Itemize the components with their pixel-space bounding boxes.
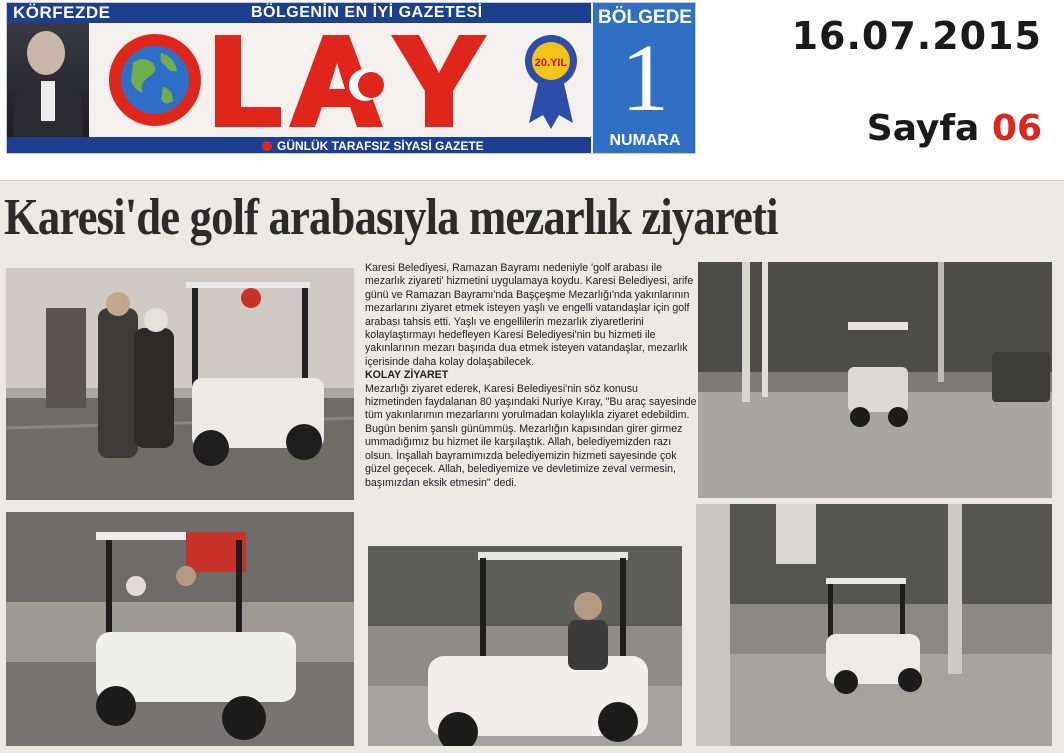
photo-cart-tall-trees: [696, 504, 1052, 746]
page-number: [867, 108, 1042, 150]
red-dot-icon: [262, 141, 272, 151]
article-subheading: KOLAY ZİYARET: [365, 369, 449, 382]
article-paragraph-1: Karesi Belediyesi, Ramazan Bayramı nedeniyle 'golf arabası ile mezarlık ziyareti' hizmetini uygulamaya koydu. Karesi Belediyesi, arife günü ve Ramazan Bayramı'nda Başçeşme Mezarlığı'nda yakınlarının mezarlarını ziyaret etmek isteyen yaşlı ve engelli vatandaşlar için golf arabası tahsis etti. Yaşlı ve engellilerin mezarlık ziyaretlerini kolaylaştırmayı hedefleyen Karesi Belediyesi'nin bu hizmeti ile yakınlarının mezarı başında dua etmek isteyen vatandaşlar, mezarlık içerisinde daha kolay dolaşabilecek.: [365, 262, 694, 368]
article-paragraph-2: Mezarlığı ziyaret ederek, Karesi Belediyesi'nin söz konusu hizmetinden faydalanan 80 yaşındaki Nuriye Kıray, "Bu araç sayesinde tüm yakınlarımın mezarlarını yorulmadan kolaylıkla ziyaret edebildim. Bugün benim şanslı günümmüş. Mezarlığın kapısından girer girmez ummadığımız bu hizmet ile karşılaştık. Allah, belediyemizden razı olsun. İnşallah bayramımızda belediyemizin hizmeti sayesinde çok güzel geçecek. Allah, belediyemize ve devletimize zeval vermesin, başımızdan eksik etmesin" dedi.: [365, 382, 697, 489]
newspaper-masthead: [6, 2, 696, 154]
publication-date: 16.07.2015: [791, 14, 1042, 58]
olay-logo: [103, 23, 589, 137]
photo-woman-boarding-cart: [6, 268, 354, 500]
photo-driver-in-cart: [368, 546, 682, 746]
numara-label: NUMARA: [609, 132, 681, 149]
photo-cart-tree-road: [698, 262, 1052, 498]
page-number-value: 06: [991, 108, 1042, 149]
anniversary-badge-text: 20.YIL: [534, 57, 568, 69]
masthead-bottom-tagline: GÜNLÜK TARAFSIZ SİYASİ GAZETE: [277, 139, 484, 153]
number-one: 1: [621, 24, 669, 131]
article-body: [365, 262, 697, 544]
article-headline: Karesi'de golf arabasıyla mezarlık ziyareti: [4, 189, 778, 246]
masthead-portrait: [7, 23, 89, 137]
bolgede-1-panel: [593, 3, 696, 154]
masthead-tagline: BÖLGENİN EN İYİ GAZETESİ: [251, 4, 483, 21]
photo-cart-with-flag: [6, 512, 354, 746]
masthead-korfezde: KÖRFEZDE: [13, 3, 111, 22]
page-label: Sayfa: [866, 108, 980, 149]
bolgede-label: BÖLGEDE: [598, 7, 692, 28]
